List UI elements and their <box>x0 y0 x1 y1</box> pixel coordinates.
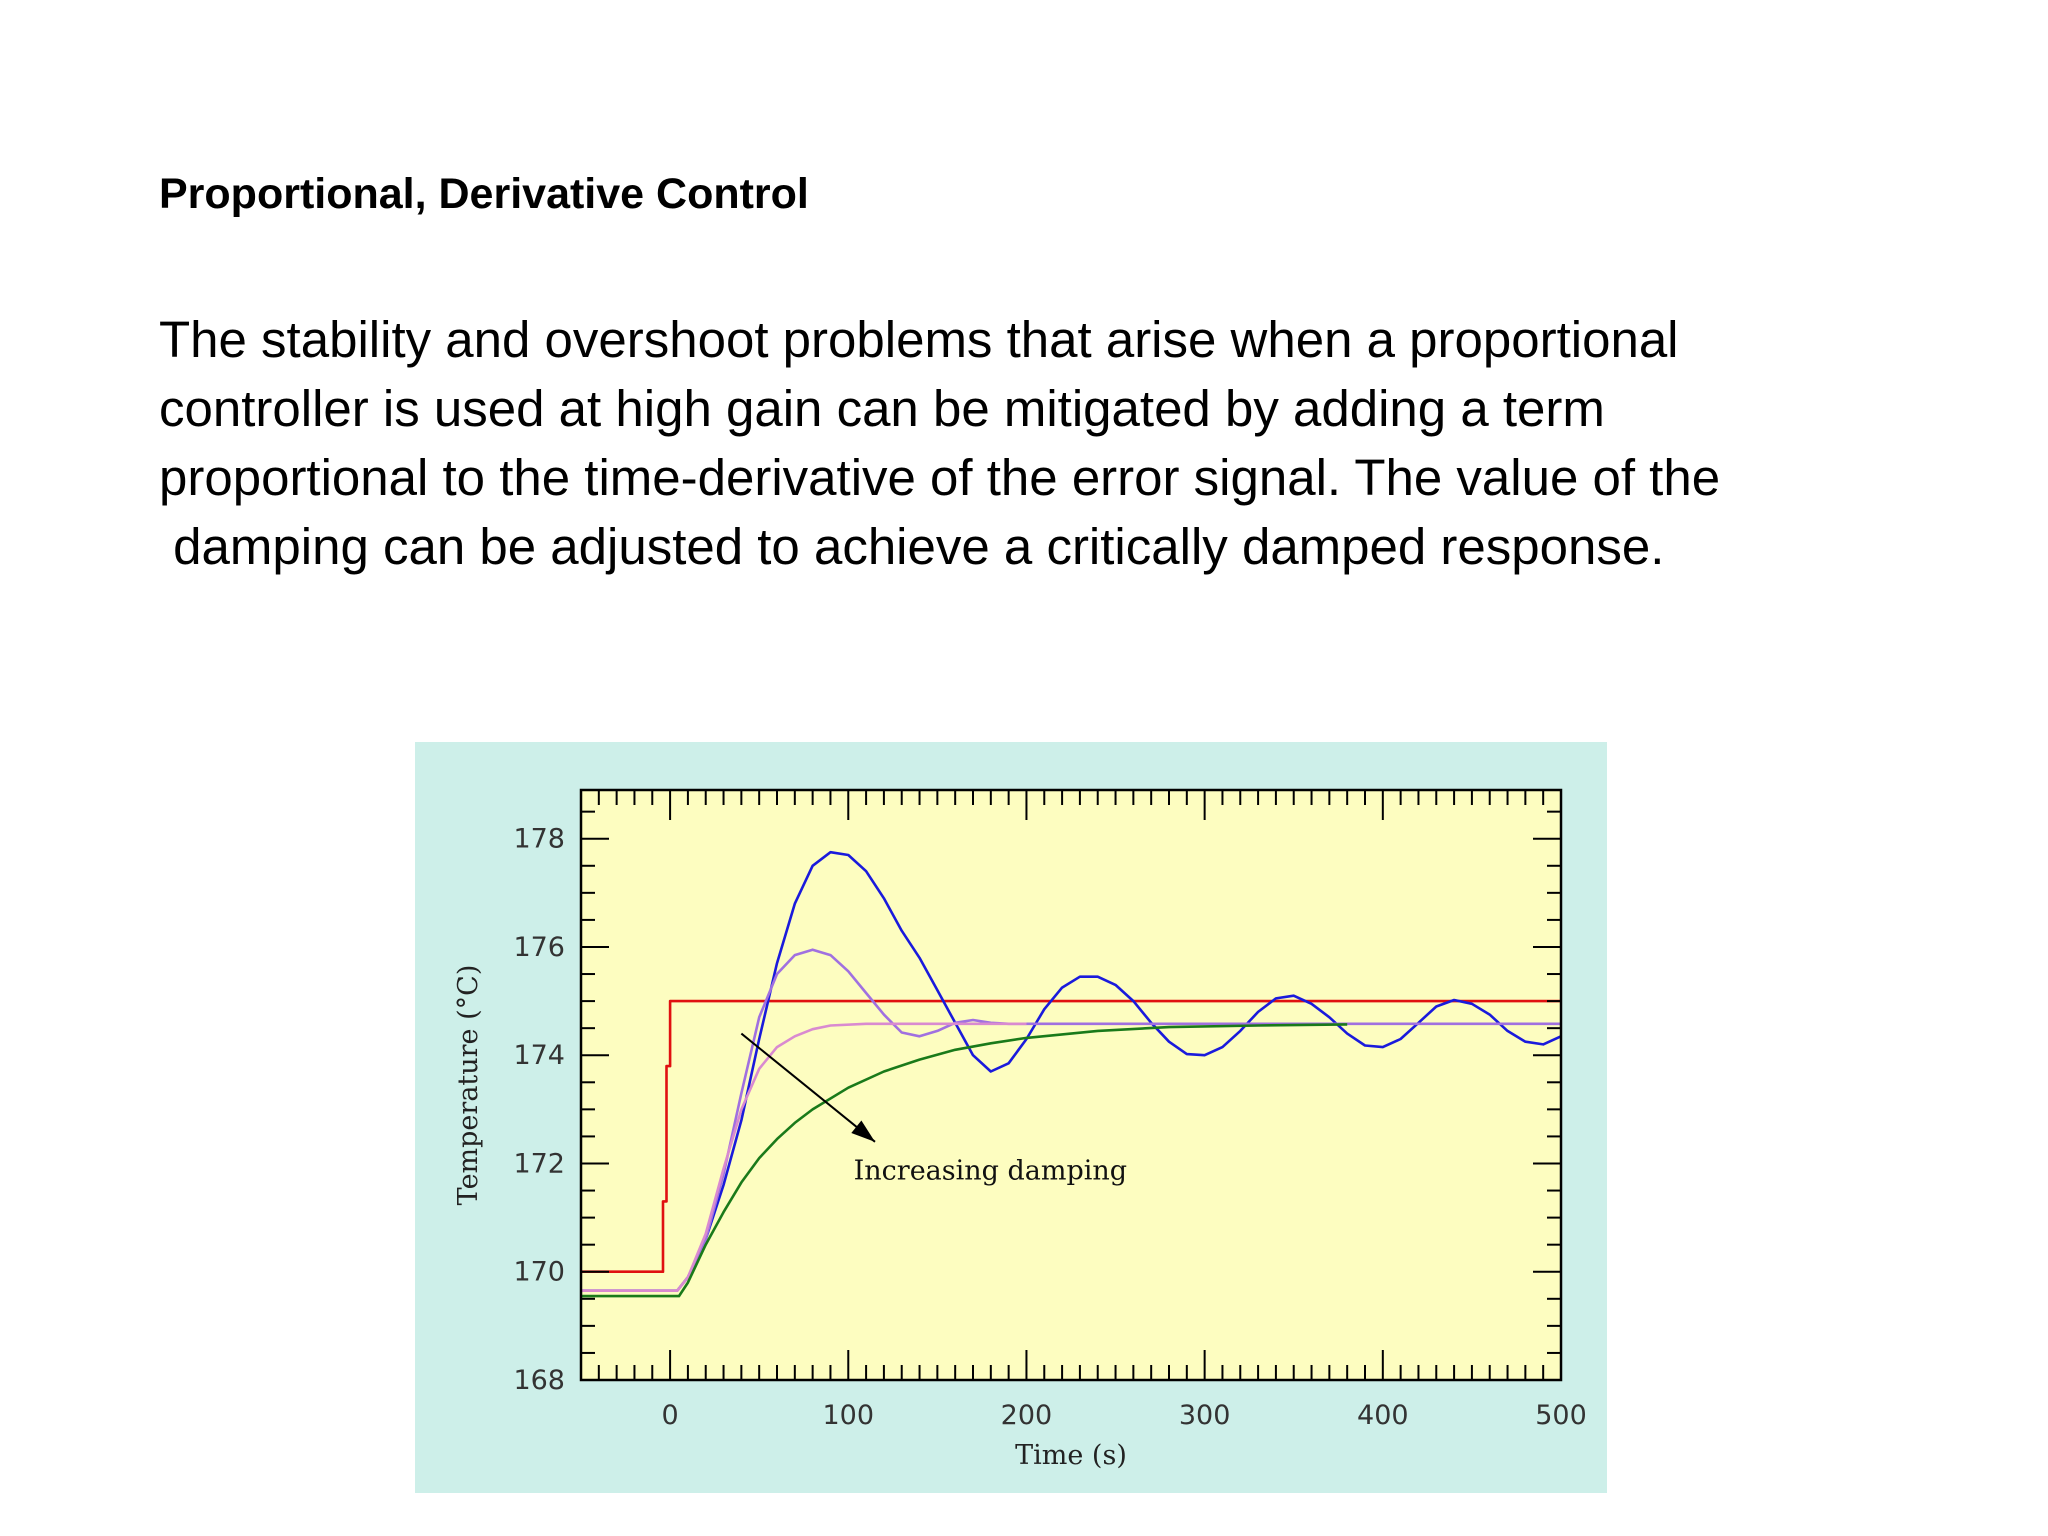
annotation-text: Increasing damping <box>853 1155 1128 1187</box>
y-tick-label: 174 <box>513 1040 565 1072</box>
body-line: proportional to the time-derivative of the error signal. The value of the <box>159 449 1721 506</box>
y-tick-label: 170 <box>513 1256 565 1288</box>
chart-svg <box>415 742 1607 1493</box>
body-line: controller is used at high gain can be mitigated by adding a term <box>159 380 1605 437</box>
y-tick-label: 176 <box>513 931 565 963</box>
chart-figure <box>415 742 1607 1493</box>
y-tick-label: 178 <box>513 823 565 855</box>
x-axis-label: Time (s) <box>1015 1440 1127 1471</box>
y-tick-label: 168 <box>513 1365 565 1396</box>
x-tick-label: 0 <box>661 1400 679 1431</box>
slide-body <box>159 305 1919 581</box>
y-axis-label: Temperature (°C) <box>453 964 484 1206</box>
x-tick-label: 200 <box>1000 1400 1053 1431</box>
y-tick-label: 172 <box>513 1148 565 1180</box>
x-tick-label: 300 <box>1178 1400 1231 1431</box>
x-tick-label: 400 <box>1357 1400 1409 1431</box>
body-line: The stability and overshoot problems that arise when a proportional <box>159 311 1679 368</box>
body-line: damping can be adjusted to achieve a critically damped response. <box>159 518 1665 575</box>
plot-area <box>581 790 1561 1380</box>
slide-title: Proportional, Derivative Control <box>159 170 809 218</box>
x-tick-label: 500 <box>1535 1400 1587 1431</box>
x-tick-label: 100 <box>822 1400 875 1431</box>
